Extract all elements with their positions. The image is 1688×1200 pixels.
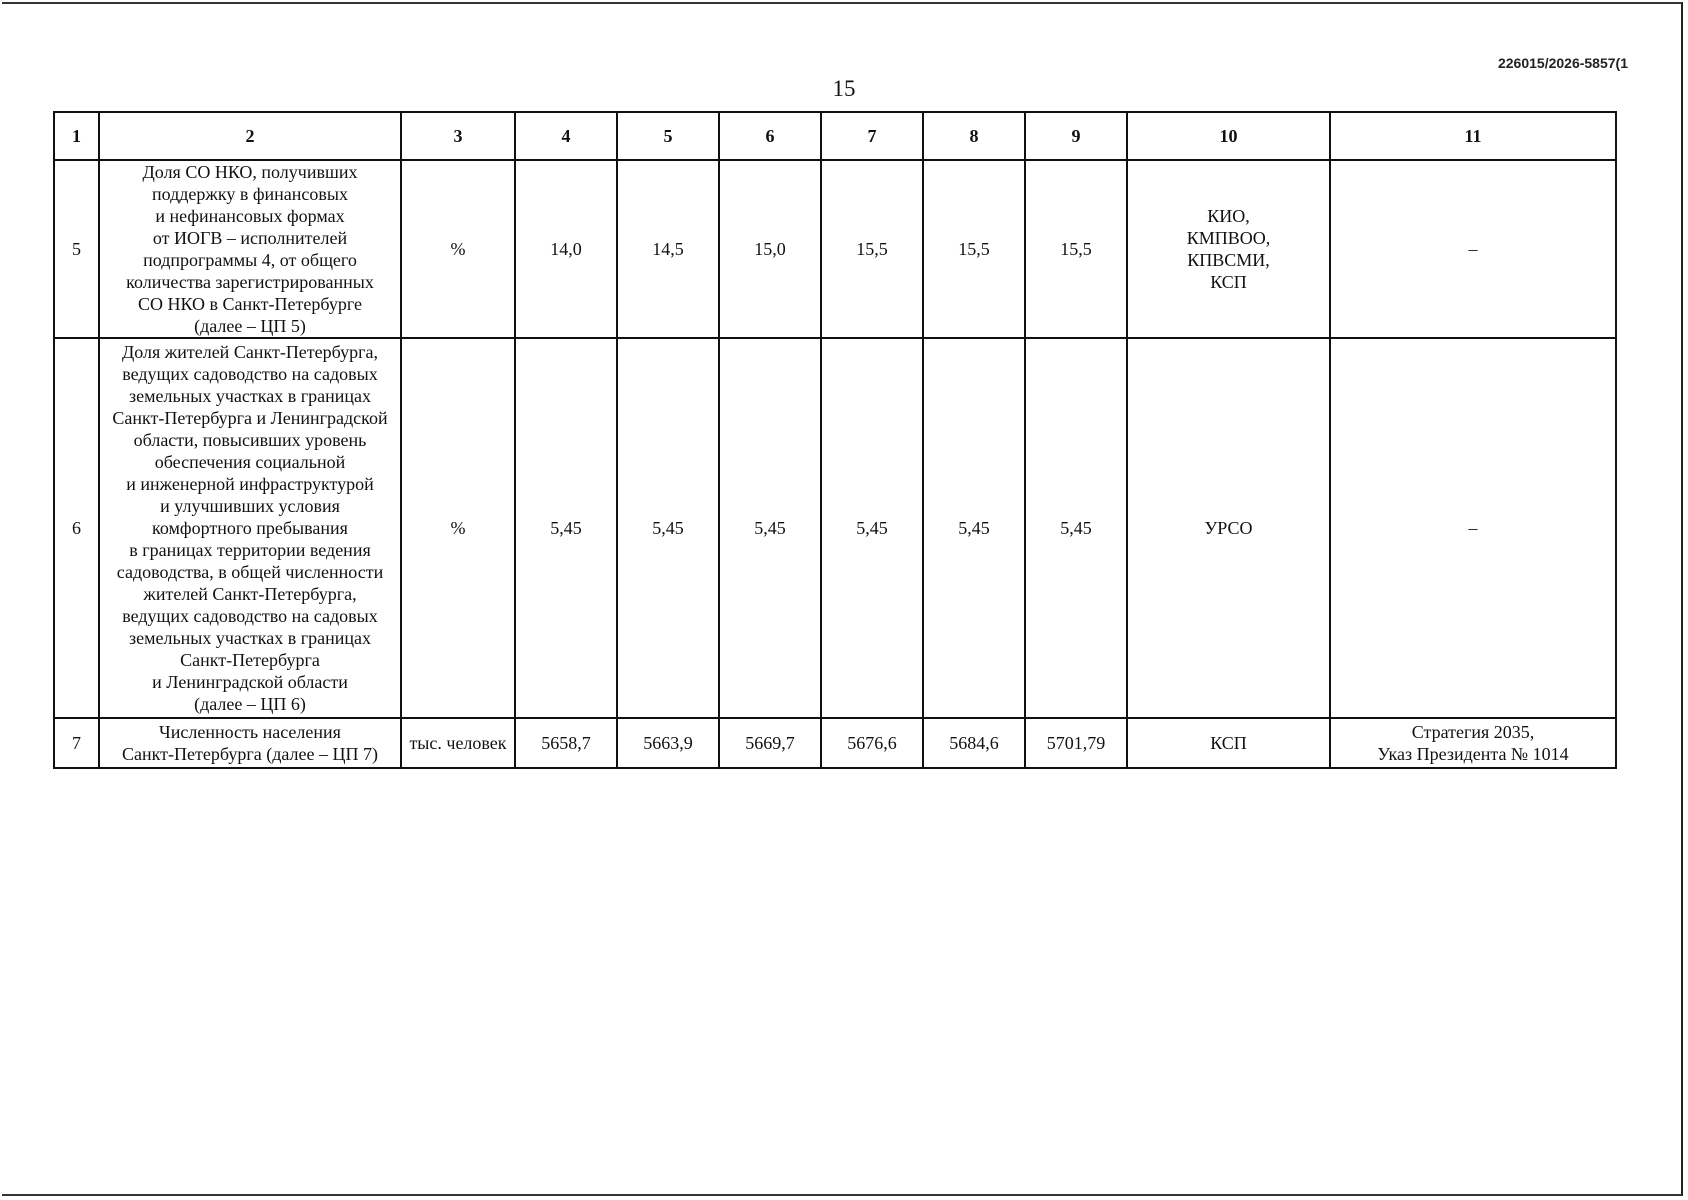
value-cell: 5,45 [719,338,821,718]
value-cell: 5669,7 [719,718,821,768]
value-cell: 15,5 [923,160,1025,338]
value-cell: 5701,79 [1025,718,1127,768]
column-header: 3 [401,112,515,160]
column-header: 1 [54,112,99,160]
column-header: 10 [1127,112,1330,160]
value-cell: 15,0 [719,160,821,338]
value-cell: 5676,6 [821,718,923,768]
page-number: 15 [832,76,856,101]
value-cell: 5,45 [821,338,923,718]
column-header: 6 [719,112,821,160]
column-header: 7 [821,112,923,160]
unit-cell: % [401,160,515,338]
indicator-description: Доля СО НКО, получивших поддержку в финансовых и нефинансовых формах от ИОГВ – исполнителей подпрограммы 4, от общего количества зарегистрированных СО НКО в Санкт-Петербурге (далее – ЦП 5) [99,160,401,338]
value-cell: 5,45 [1025,338,1127,718]
value-cell: 15,5 [821,160,923,338]
note-cell: Стратегия 2035, Указ Президента № 1014 [1330,718,1616,768]
row-number: 7 [54,718,99,768]
column-header: 11 [1330,112,1616,160]
responsible-cell: УРСО [1127,338,1330,718]
column-header: 2 [99,112,401,160]
note-cell: – [1330,160,1616,338]
value-cell: 5,45 [515,338,617,718]
document-id: 226015/2026-5857(1 [1497,55,1628,71]
column-header: 9 [1025,112,1127,160]
column-header: 4 [515,112,617,160]
table-row [54,338,1616,718]
value-cell: 5,45 [923,338,1025,718]
responsible-cell: КИО, КМПВОО, КПВСМИ, КСП [1127,160,1330,338]
value-cell: 14,5 [617,160,719,338]
value-cell: 15,5 [1025,160,1127,338]
indicator-description: Доля жителей Санкт-Петербурга, ведущих садоводство на садовых земельных участках в границах Санкт-Петербурга и Ленинградской области, повысивших уровень обеспечения социальной и инженерной инфраструктурой и улучшивших условия комфортного пребывания в границах территории ведения садоводства, в общей численности жителей Санкт-Петербурга, ведущих садоводство на садовых земельных участках в границах Санкт-Петербурга и Ленинградской области (далее – ЦП 6) [99,338,401,718]
unit-cell: % [401,338,515,718]
unit-cell: тыс. человек [401,718,515,768]
value-cell: 14,0 [515,160,617,338]
responsible-cell: КСП [1127,718,1330,768]
row-number: 5 [54,160,99,338]
row-number: 6 [54,338,99,718]
note-cell: – [1330,338,1616,718]
value-cell: 5658,7 [515,718,617,768]
table-row [54,160,1616,338]
value-cell: 5,45 [617,338,719,718]
value-cell: 5663,9 [617,718,719,768]
value-cell: 5684,6 [923,718,1025,768]
column-header: 5 [617,112,719,160]
table-row [54,718,1616,768]
column-header: 8 [923,112,1025,160]
indicator-description: Численность населения Санкт-Петербурга (далее – ЦП 7) [99,718,401,768]
header-row [54,112,1616,160]
indicators-table [53,111,1617,769]
